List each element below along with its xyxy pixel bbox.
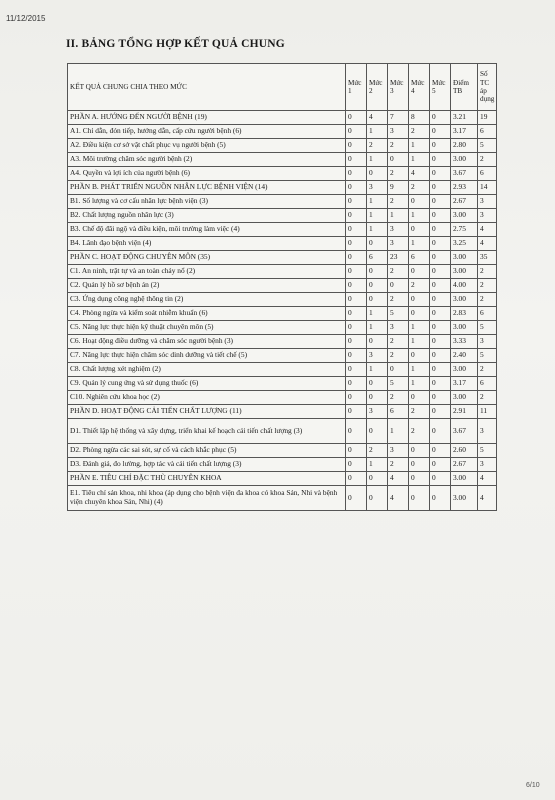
- row-label-cell: C6. Hoạt động điều dưỡng và chăm sóc người bệnh (3): [68, 335, 346, 349]
- level-1-cell: 0: [346, 335, 367, 349]
- row-label-cell: PHẦN E. TIÊU CHÍ ĐẶC THÙ CHUYÊN KHOA: [68, 472, 346, 486]
- criteria-count-cell: 6: [478, 307, 497, 321]
- level-2-cell: 2: [367, 139, 388, 153]
- level-3-cell: 3: [388, 125, 409, 139]
- table-row: [68, 167, 497, 181]
- criteria-count-cell: 2: [478, 265, 497, 279]
- level-2-cell: 0: [367, 335, 388, 349]
- level-5-cell: 0: [430, 363, 451, 377]
- average-score-cell: 3.00: [451, 265, 478, 279]
- table-row: [68, 139, 497, 153]
- criteria-count-cell: 5: [478, 349, 497, 363]
- level-3-cell: 9: [388, 181, 409, 195]
- average-score-cell: 3.00: [451, 209, 478, 223]
- table-row: [68, 391, 497, 405]
- row-label-cell: PHẦN C. HOẠT ĐỘNG CHUYÊN MÔN (35): [68, 251, 346, 265]
- level-3-cell: 4: [388, 486, 409, 511]
- row-label-cell: C8. Chất lượng xét nghiệm (2): [68, 363, 346, 377]
- level-2-cell: 1: [367, 209, 388, 223]
- table-header-row: [68, 64, 497, 111]
- row-label-cell: B3. Chế độ đãi ngộ và điều kiện, môi trường làm việc (4): [68, 223, 346, 237]
- average-score-cell: 3.33: [451, 335, 478, 349]
- level-2-cell: 4: [367, 111, 388, 125]
- level-5-cell: 0: [430, 209, 451, 223]
- row-label-cell: C1. An ninh, trật tự và an toàn cháy nổ (2): [68, 265, 346, 279]
- level-1-cell: 0: [346, 472, 367, 486]
- level-5-cell: 0: [430, 391, 451, 405]
- row-label-cell: C2. Quản lý hồ sơ bệnh án (2): [68, 279, 346, 293]
- level-3-cell: 5: [388, 307, 409, 321]
- average-score-cell: 3.00: [451, 391, 478, 405]
- criteria-count-cell: 5: [478, 139, 497, 153]
- table-row: [68, 363, 497, 377]
- level-4-cell: 1: [409, 209, 430, 223]
- level-4-cell: 0: [409, 458, 430, 472]
- table-row: [68, 486, 497, 511]
- level-1-cell: 0: [346, 293, 367, 307]
- row-label-cell: D1. Thiết lập hệ thống và xây dựng, triển khai kế hoạch cải tiến chất lượng (3): [68, 419, 346, 444]
- level-3-cell: 0: [388, 279, 409, 293]
- level-3-cell: 23: [388, 251, 409, 265]
- row-label-cell: PHẦN B. PHÁT TRIỂN NGUỒN NHÂN LỰC BỆNH VIỆN (14): [68, 181, 346, 195]
- level-2-cell: 3: [367, 181, 388, 195]
- table-row: [68, 349, 497, 363]
- level-1-cell: 0: [346, 237, 367, 251]
- level-1-cell: 0: [346, 349, 367, 363]
- level-2-cell: 1: [367, 125, 388, 139]
- table-row: [68, 181, 497, 195]
- level-2-cell: 3: [367, 405, 388, 419]
- level-5-cell: 0: [430, 444, 451, 458]
- row-label-cell: D3. Đánh giá, đo lường, hợp tác và cải tiến chất lượng (3): [68, 458, 346, 472]
- level-4-cell: 2: [409, 181, 430, 195]
- level-3-cell: 4: [388, 472, 409, 486]
- level-5-cell: 0: [430, 335, 451, 349]
- level-3-cell: 2: [388, 391, 409, 405]
- table-row: [68, 153, 497, 167]
- level-5-cell: 0: [430, 251, 451, 265]
- criteria-count-cell: 4: [478, 486, 497, 511]
- level-5-cell: 0: [430, 405, 451, 419]
- level-3-cell: 2: [388, 265, 409, 279]
- level-2-cell: 1: [367, 321, 388, 335]
- level-3-cell: 2: [388, 167, 409, 181]
- level-5-cell: 0: [430, 321, 451, 335]
- level-3-cell: 7: [388, 111, 409, 125]
- level-4-cell: 0: [409, 293, 430, 307]
- level-2-cell: 1: [367, 458, 388, 472]
- average-score-cell: 2.91: [451, 405, 478, 419]
- level-4-cell: 2: [409, 405, 430, 419]
- criteria-count-cell: 4: [478, 472, 497, 486]
- level-3-cell: 3: [388, 223, 409, 237]
- row-label-cell: A4. Quyền và lợi ích của người bệnh (6): [68, 167, 346, 181]
- level-4-cell: 1: [409, 321, 430, 335]
- level-4-cell: 0: [409, 307, 430, 321]
- level-1-cell: 0: [346, 153, 367, 167]
- row-label-cell: B1. Số lượng và cơ cấu nhân lực bệnh viện (3): [68, 195, 346, 209]
- header-average-score: Điểm TB: [451, 64, 478, 111]
- level-4-cell: 1: [409, 237, 430, 251]
- level-2-cell: 0: [367, 265, 388, 279]
- level-1-cell: 0: [346, 307, 367, 321]
- criteria-count-cell: 2: [478, 293, 497, 307]
- level-4-cell: 0: [409, 195, 430, 209]
- table-row: [68, 321, 497, 335]
- criteria-count-cell: 4: [478, 223, 497, 237]
- criteria-count-cell: 3: [478, 458, 497, 472]
- level-5-cell: 0: [430, 181, 451, 195]
- row-label-cell: A2. Điều kiện cơ sở vật chất phục vụ người bệnh (5): [68, 139, 346, 153]
- level-5-cell: 0: [430, 167, 451, 181]
- average-score-cell: 3.00: [451, 251, 478, 265]
- level-5-cell: 0: [430, 237, 451, 251]
- level-2-cell: 6: [367, 251, 388, 265]
- level-1-cell: 0: [346, 139, 367, 153]
- level-4-cell: 1: [409, 377, 430, 391]
- criteria-count-cell: 6: [478, 167, 497, 181]
- row-label-cell: C4. Phòng ngừa và kiểm soát nhiễm khuẩn (6): [68, 307, 346, 321]
- row-label-cell: C9. Quản lý cung ứng và sử dụng thuốc (6): [68, 377, 346, 391]
- level-1-cell: 0: [346, 223, 367, 237]
- level-2-cell: 3: [367, 349, 388, 363]
- table-row: [68, 458, 497, 472]
- level-1-cell: 0: [346, 181, 367, 195]
- average-score-cell: 2.60: [451, 444, 478, 458]
- criteria-count-cell: 5: [478, 321, 497, 335]
- average-score-cell: 2.40: [451, 349, 478, 363]
- average-score-cell: 3.00: [451, 486, 478, 511]
- header-category: KẾT QUẢ CHUNG CHIA THEO MỨC: [68, 64, 346, 111]
- row-label-cell: C10. Nghiên cứu khoa học (2): [68, 391, 346, 405]
- header-level-1: Mức 1: [346, 64, 367, 111]
- table-row: [68, 335, 497, 349]
- section-title: II. BẢNG TỔNG HỢP KẾT QUẢ CHUNG: [66, 38, 285, 50]
- table-row: [68, 223, 497, 237]
- average-score-cell: 2.67: [451, 458, 478, 472]
- level-1-cell: 0: [346, 458, 367, 472]
- level-4-cell: 0: [409, 472, 430, 486]
- criteria-count-cell: 2: [478, 153, 497, 167]
- level-1-cell: 0: [346, 363, 367, 377]
- level-4-cell: 1: [409, 363, 430, 377]
- table-row: [68, 265, 497, 279]
- level-5-cell: 0: [430, 111, 451, 125]
- table-row: [68, 237, 497, 251]
- row-label-cell: D2. Phòng ngừa các sai sót, sự cố và cách khắc phục (5): [68, 444, 346, 458]
- level-5-cell: 0: [430, 125, 451, 139]
- level-3-cell: 2: [388, 458, 409, 472]
- level-5-cell: 0: [430, 153, 451, 167]
- results-summary-table: [67, 63, 497, 511]
- level-1-cell: 0: [346, 279, 367, 293]
- level-1-cell: 0: [346, 251, 367, 265]
- level-4-cell: 0: [409, 444, 430, 458]
- average-score-cell: 3.67: [451, 167, 478, 181]
- level-1-cell: 0: [346, 444, 367, 458]
- average-score-cell: 3.17: [451, 125, 478, 139]
- table-row: [68, 472, 497, 486]
- criteria-count-cell: 3: [478, 195, 497, 209]
- average-score-cell: 3.00: [451, 472, 478, 486]
- level-2-cell: 0: [367, 167, 388, 181]
- level-1-cell: 0: [346, 209, 367, 223]
- level-3-cell: 6: [388, 405, 409, 419]
- average-score-cell: 3.00: [451, 153, 478, 167]
- level-3-cell: 2: [388, 349, 409, 363]
- criteria-count-cell: 14: [478, 181, 497, 195]
- level-1-cell: 0: [346, 111, 367, 125]
- level-4-cell: 8: [409, 111, 430, 125]
- criteria-count-cell: 6: [478, 377, 497, 391]
- table-row: [68, 419, 497, 444]
- criteria-count-cell: 2: [478, 279, 497, 293]
- level-1-cell: 0: [346, 321, 367, 335]
- level-3-cell: 1: [388, 419, 409, 444]
- level-2-cell: 0: [367, 293, 388, 307]
- level-5-cell: 0: [430, 349, 451, 363]
- level-3-cell: 3: [388, 321, 409, 335]
- table-row: [68, 377, 497, 391]
- header-level-5: Mức 5: [430, 64, 451, 111]
- level-4-cell: 6: [409, 251, 430, 265]
- row-label-cell: PHẦN A. HƯỚNG ĐẾN NGƯỜI BỆNH (19): [68, 111, 346, 125]
- criteria-count-cell: 11: [478, 405, 497, 419]
- level-4-cell: 1: [409, 335, 430, 349]
- average-score-cell: 3.00: [451, 363, 478, 377]
- row-label-cell: C7. Năng lực thực hiện chăm sóc dinh dưỡng và tiết chế (5): [68, 349, 346, 363]
- criteria-count-cell: 2: [478, 363, 497, 377]
- average-score-cell: 2.93: [451, 181, 478, 195]
- level-2-cell: 2: [367, 444, 388, 458]
- level-4-cell: 0: [409, 391, 430, 405]
- level-5-cell: 0: [430, 307, 451, 321]
- header-level-2: Mức 2: [367, 64, 388, 111]
- level-3-cell: 3: [388, 444, 409, 458]
- level-3-cell: 2: [388, 293, 409, 307]
- average-score-cell: 4.00: [451, 279, 478, 293]
- row-label-cell: A1. Chỉ dẫn, đón tiếp, hướng dẫn, cấp cứu người bệnh (6): [68, 125, 346, 139]
- average-score-cell: 2.83: [451, 307, 478, 321]
- average-score-cell: 2.75: [451, 223, 478, 237]
- level-3-cell: 3: [388, 237, 409, 251]
- criteria-count-cell: 3: [478, 209, 497, 223]
- level-5-cell: 0: [430, 279, 451, 293]
- row-label-cell: C3. Ứng dụng công nghệ thông tin (2): [68, 293, 346, 307]
- average-score-cell: 2.67: [451, 195, 478, 209]
- level-3-cell: 2: [388, 335, 409, 349]
- level-2-cell: 0: [367, 237, 388, 251]
- level-5-cell: 0: [430, 472, 451, 486]
- level-4-cell: 1: [409, 139, 430, 153]
- level-2-cell: 1: [367, 195, 388, 209]
- level-3-cell: 1: [388, 209, 409, 223]
- average-score-cell: 2.80: [451, 139, 478, 153]
- level-4-cell: 0: [409, 486, 430, 511]
- level-1-cell: 0: [346, 195, 367, 209]
- level-4-cell: 0: [409, 223, 430, 237]
- table-row: [68, 279, 497, 293]
- level-5-cell: 0: [430, 377, 451, 391]
- row-label-cell: C5. Năng lực thực hiện kỹ thuật chuyên môn (5): [68, 321, 346, 335]
- row-label-cell: E1. Tiêu chí sản khoa, nhi khoa (áp dụng cho bệnh viện đa khoa có khoa Sản, Nhi và bệnh viện chuyên khoa Sản, Nhi) (4): [68, 486, 346, 511]
- level-5-cell: 0: [430, 293, 451, 307]
- level-3-cell: 0: [388, 153, 409, 167]
- level-5-cell: 0: [430, 223, 451, 237]
- table-row: [68, 111, 497, 125]
- table-row: [68, 209, 497, 223]
- level-1-cell: 0: [346, 167, 367, 181]
- level-2-cell: 0: [367, 486, 388, 511]
- level-5-cell: 0: [430, 139, 451, 153]
- table-row: [68, 195, 497, 209]
- level-2-cell: 1: [367, 307, 388, 321]
- table-row: [68, 307, 497, 321]
- average-score-cell: 3.00: [451, 293, 478, 307]
- row-label-cell: A3. Môi trường chăm sóc người bệnh (2): [68, 153, 346, 167]
- level-1-cell: 0: [346, 391, 367, 405]
- level-1-cell: 0: [346, 125, 367, 139]
- average-score-cell: 3.25: [451, 237, 478, 251]
- level-4-cell: 2: [409, 419, 430, 444]
- level-2-cell: 0: [367, 279, 388, 293]
- criteria-count-cell: 4: [478, 237, 497, 251]
- header-criteria-count: Số TC áp dụng: [478, 64, 497, 111]
- row-label-cell: B4. Lãnh đạo bệnh viện (4): [68, 237, 346, 251]
- header-level-3: Mức 3: [388, 64, 409, 111]
- level-2-cell: 0: [367, 377, 388, 391]
- level-5-cell: 0: [430, 265, 451, 279]
- level-4-cell: 2: [409, 279, 430, 293]
- level-1-cell: 0: [346, 405, 367, 419]
- level-2-cell: 1: [367, 223, 388, 237]
- level-5-cell: 0: [430, 419, 451, 444]
- level-1-cell: 0: [346, 419, 367, 444]
- level-2-cell: 1: [367, 153, 388, 167]
- average-score-cell: 3.00: [451, 321, 478, 335]
- header-level-4: Mức 4: [409, 64, 430, 111]
- table-row: [68, 444, 497, 458]
- level-4-cell: 0: [409, 349, 430, 363]
- level-4-cell: 1: [409, 153, 430, 167]
- level-2-cell: 1: [367, 363, 388, 377]
- criteria-count-cell: 6: [478, 125, 497, 139]
- row-label-cell: B2. Chất lượng nguồn nhân lực (3): [68, 209, 346, 223]
- print-date: 11/12/2015: [6, 14, 46, 23]
- criteria-count-cell: 5: [478, 444, 497, 458]
- page-number: 6/10: [526, 782, 540, 789]
- level-2-cell: 0: [367, 419, 388, 444]
- table-row: [68, 293, 497, 307]
- level-1-cell: 0: [346, 377, 367, 391]
- average-score-cell: 3.21: [451, 111, 478, 125]
- level-4-cell: 0: [409, 265, 430, 279]
- level-5-cell: 0: [430, 195, 451, 209]
- level-3-cell: 2: [388, 139, 409, 153]
- level-2-cell: 0: [367, 391, 388, 405]
- level-1-cell: 0: [346, 486, 367, 511]
- table-row: [68, 251, 497, 265]
- level-3-cell: 5: [388, 377, 409, 391]
- table-row: [68, 125, 497, 139]
- criteria-count-cell: 3: [478, 335, 497, 349]
- level-5-cell: 0: [430, 486, 451, 511]
- level-3-cell: 0: [388, 363, 409, 377]
- level-1-cell: 0: [346, 265, 367, 279]
- level-5-cell: 0: [430, 458, 451, 472]
- criteria-count-cell: 2: [478, 391, 497, 405]
- level-4-cell: 2: [409, 125, 430, 139]
- level-3-cell: 2: [388, 195, 409, 209]
- row-label-cell: PHẦN D. HOẠT ĐỘNG CẢI TIẾN CHẤT LƯỢNG (11): [68, 405, 346, 419]
- criteria-count-cell: 3: [478, 419, 497, 444]
- level-2-cell: 0: [367, 472, 388, 486]
- average-score-cell: 3.67: [451, 419, 478, 444]
- criteria-count-cell: 19: [478, 111, 497, 125]
- criteria-count-cell: 35: [478, 251, 497, 265]
- average-score-cell: 3.17: [451, 377, 478, 391]
- table-row: [68, 405, 497, 419]
- level-4-cell: 4: [409, 167, 430, 181]
